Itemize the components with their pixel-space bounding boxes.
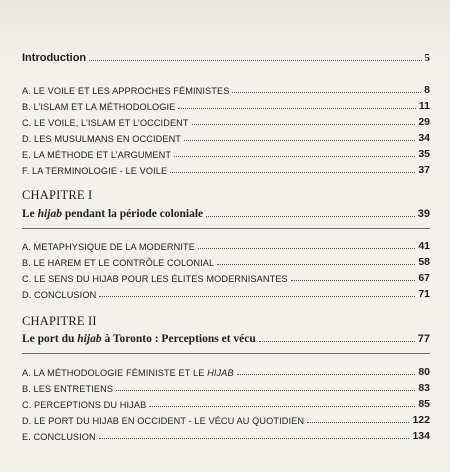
dot-leader [116,390,415,391]
chapter-number: CHAPITRE II [22,314,97,328]
section-rule [22,228,430,229]
toc-title: Introduction [22,52,87,64]
toc-entry[interactable] [22,382,430,394]
chapter-title: Le hijab pendant la période coloniale [22,208,204,220]
toc-entry-label: C. LE SENS DU HIJAB POUR LES ÉLITES MODERNISANTES [22,274,288,284]
toc-entry[interactable] [22,272,430,284]
toc-entry[interactable] [22,430,430,442]
dot-leader [99,438,410,439]
toc-entry[interactable] [22,288,430,300]
toc-entry-label: B. LE HAREM ET LE CONTRÔLE COLONIAL [22,258,215,268]
section-rule [22,353,430,354]
chapter-number: CHAPITRE I [22,188,93,202]
table-of-contents [22,0,430,472]
dot-leader [174,156,415,157]
toc-entry[interactable] [22,84,430,96]
toc-entry-page: 35 [418,148,430,160]
toc-entry-page: 41 [418,240,430,252]
toc-entry[interactable] [22,132,430,144]
toc-entry-page: 8 [424,84,430,96]
dot-leader [149,406,415,407]
dot-leader [206,216,415,217]
toc-entry-page: 80 [418,366,430,378]
dot-leader [184,140,415,141]
dot-leader [217,264,415,265]
toc-chapter-2[interactable] [22,333,430,345]
dot-leader [99,296,415,297]
toc-entry[interactable] [22,366,430,378]
toc-page: 39 [417,208,430,220]
toc-entry-page: 67 [418,272,430,284]
toc-entry-label: F. LA TERMINOLOGIE - LE VOILE [22,166,168,176]
toc-entry-page: 122 [412,414,430,426]
toc-entry[interactable] [22,240,430,252]
toc-page: 5 [424,52,430,64]
toc-entry-label: E. LA MÉTHODE ET L’ARGUMENT [22,150,172,160]
toc-entry-label: D. LE PORT DU HIJAB EN OCCIDENT - LE VÉCU AU QUOTIDIEN [22,416,305,426]
toc-entry-page: 71 [418,288,430,300]
toc-entry[interactable] [22,100,430,112]
toc-entry[interactable] [22,398,430,410]
dot-leader [89,60,421,61]
chapter-title: Le port du hijab à Toronto : Perceptions et vécu [22,333,256,345]
toc-entry-page: 83 [418,382,430,394]
toc-page: 77 [417,333,430,345]
dot-leader [170,172,415,173]
dot-leader [291,280,416,281]
toc-entry[interactable] [22,116,430,128]
toc-entry[interactable] [22,256,430,268]
dot-leader [232,92,421,93]
toc-entry[interactable] [22,164,430,176]
toc-entry[interactable] [22,148,430,160]
toc-entry-page: 134 [412,430,430,442]
toc-entry-page: 34 [418,132,430,144]
toc-entry-page: 58 [418,256,430,268]
dot-leader [259,341,415,342]
toc-entry-label: A. LA MÉTHODOLOGIE FÉMINISTE ET LE HIJAB [22,368,234,378]
toc-entry-page: 29 [418,116,430,128]
toc-entry-page: 37 [418,164,430,176]
toc-entry-label: C. PERCEPTIONS DU HIJAB [22,400,147,410]
dot-leader [178,108,416,109]
toc-entry-label: A. METAPHYSIQUE DE LA MODERNITE [22,242,195,252]
toc-entry[interactable] [22,414,430,426]
dot-leader [198,248,415,249]
toc-entry-page: 11 [418,100,430,112]
toc-entry-label: C. LE VOILE, L’ISLAM ET L’OCCIDENT [22,118,189,128]
dot-leader [307,422,409,423]
toc-entry-label: D. LES MUSULMANS EN OCCIDENT [22,134,182,144]
toc-entry-label: A. LE VOILE ET LES APPROCHES FÉMINISTES [22,86,230,96]
dot-leader [237,374,416,375]
toc-entry-label: D. CONCLUSION [22,290,97,300]
toc-introduction[interactable] [22,52,430,64]
toc-entry-label: E. CONCLUSION [22,432,96,442]
toc-chapter-1[interactable] [22,208,430,220]
dot-leader [192,124,416,125]
toc-entry-label: B. LES ENTRETIENS [22,384,114,394]
toc-entry-label: B. L’ISLAM ET LA MÉTHODOLOGIE [22,102,176,112]
toc-entry-page: 85 [418,398,430,410]
